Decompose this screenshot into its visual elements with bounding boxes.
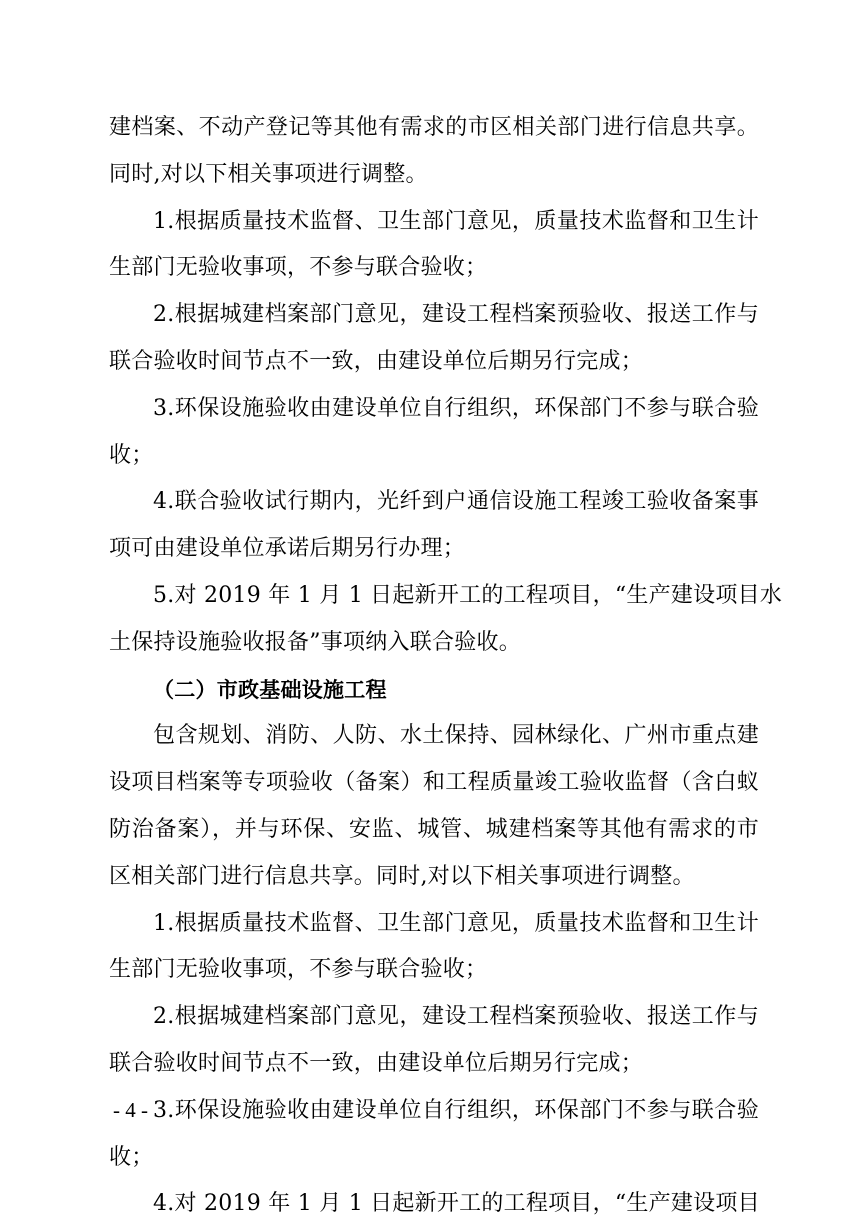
text-line: 1.根据质量技术监督、卫生部门意见，质量技术监督和卫生计: [153, 208, 759, 234]
text-line: 设项目档案等专项验收（备案）和工程质量竣工验收监督（含白蚁: [109, 770, 759, 796]
text-line: 2.根据城建档案部门意见，建设工程档案预验收、报送工作与: [153, 302, 759, 328]
text-line: 生部门无验收事项，不参与联合验收；: [109, 255, 488, 281]
text-line: 联合验收时间节点不一致，由建设单位后期另行完成；: [109, 348, 644, 374]
text-line: 生部门无验收事项，不参与联合验收；: [109, 957, 488, 983]
section-heading: （二）市政基础设施工程: [153, 677, 387, 702]
text-line: 包含规划、消防、人防、水土保持、园林绿化、广州市重点建: [153, 723, 759, 749]
text-line: 3.环保设施验收由建设单位自行组织，环保部门不参与联合验: [153, 395, 759, 421]
text-line: 土保持设施验收报备”事项纳入联合验收。: [109, 629, 521, 655]
text-line: 3.环保设施验收由建设单位自行组织，环保部门不参与联合验: [153, 1097, 759, 1123]
text-line: 项可由建设单位承诺后期另行办理；: [109, 536, 466, 562]
text-line: 区相关部门进行信息共享。同时,对以下相关事项进行调整。: [109, 863, 695, 889]
text-line: 收；: [109, 1144, 154, 1170]
text-line: 4.对 2019 年 1 月 1 日起新开工的工程项目，“生产建设项目: [153, 1191, 760, 1217]
text-line: 4.联合验收试行期内，光纤到户通信设施工程竣工验收备案事: [153, 489, 759, 515]
text-line: 5.对 2019 年 1 月 1 日起新开工的工程项目，“生产建设项目水: [153, 582, 783, 608]
text-line: 1.根据质量技术监督、卫生部门意见，质量技术监督和卫生计: [153, 910, 759, 936]
document-body: [109, 105, 783, 1228]
text-line: 联合验收时间节点不一致，由建设单位后期另行完成；: [109, 1050, 644, 1076]
page-number: - 4 -: [113, 1098, 148, 1122]
text-line: 防治备案），并与环保、安监、城管、城建档案等其他有需求的市: [109, 816, 759, 842]
text-line: 同时,对以下相关事项进行调整。: [109, 161, 428, 187]
text-line: 建档案、不动产登记等其他有需求的市区相关部门进行信息共享。: [109, 115, 759, 140]
text-line: 2.根据城建档案部门意见，建设工程档案预验收、报送工作与: [153, 1004, 759, 1030]
text-line: 收；: [109, 442, 154, 468]
